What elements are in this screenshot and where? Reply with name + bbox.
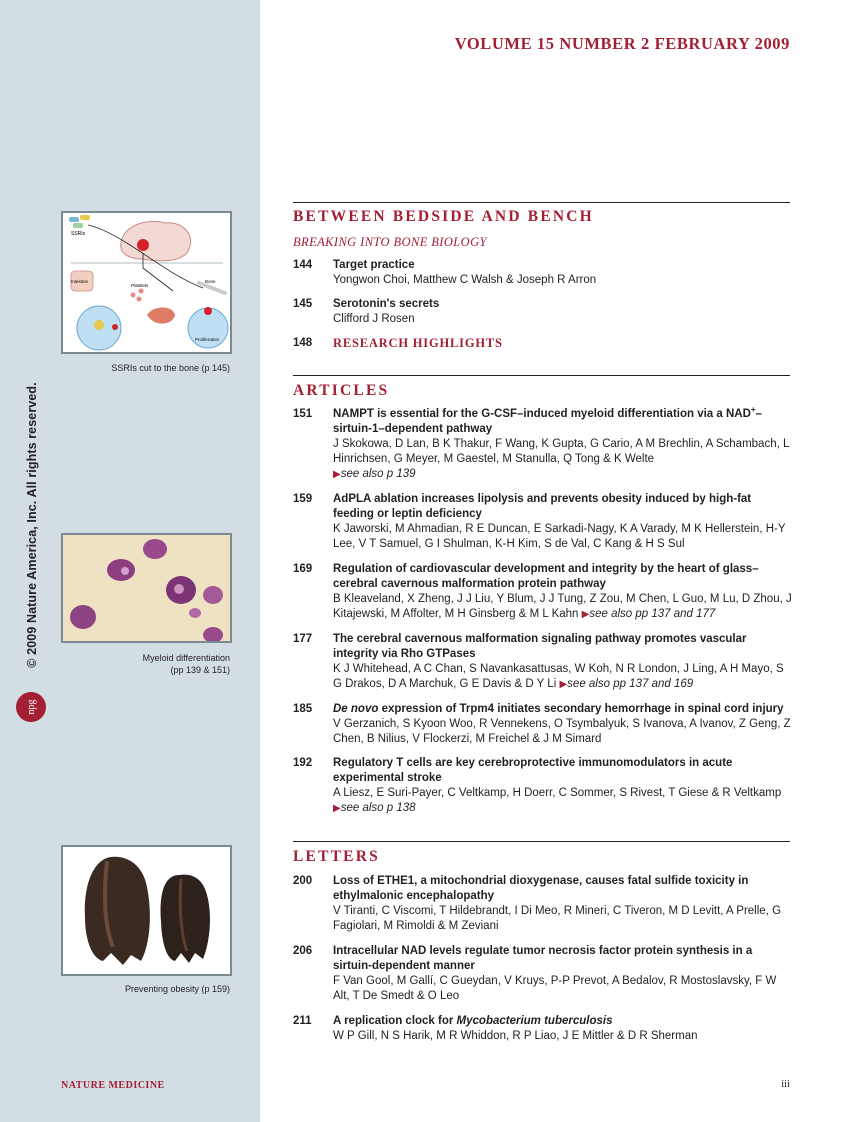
npg-logo-icon (14, 690, 48, 724)
page-number: 159 (293, 493, 313, 505)
page-number: 211 (293, 1015, 312, 1027)
entry-title: Target practice (333, 259, 415, 271)
entry-authors: V Gerzanich, S Kyoon Woo, R Vennekens, O Tsymbalyuk, S Ivanova, A Ivanov, Z Geng, Z Chen, B Nilius, V Flockerzi, M Freichel & J M Simard (333, 718, 791, 745)
entry-authors: Yongwon Choi, Matthew C Walsh & Joseph R Arron (333, 274, 597, 286)
svg-text:SSRIs: SSRIs (71, 231, 86, 237)
toc-entry-144[interactable] (293, 258, 793, 288)
entry-title: AdPLA ablation increases lipolysis and prevents obesity induced by high-fat feeding or leptin deficiency (333, 493, 752, 520)
toc-entry-211[interactable] (293, 1014, 793, 1044)
page-number-footer: iii (781, 1079, 790, 1090)
subsection-bone-biology: BREAKING INTO BONE BIOLOGY (293, 235, 487, 249)
entry-authors: K J Whitehead, A C Chan, S Navankasattusas, W Koh, N R London, J Ling, A H Mayo, S G Drakos, D A Marchuk, G E Davis & D Y Li ▶see also pp 137 and 169 (333, 663, 784, 690)
figure-ssri-diagram (61, 211, 232, 354)
entry-authors: F Van Gool, M Gallí, C Gueydan, V Kruys, P-P Prevot, A Bedalov, R Mostoslavsky, F W Alt, T De Smedt & O Leo (333, 975, 777, 1002)
toc-entry-206[interactable] (293, 944, 793, 1004)
entry-title: Loss of ETHE1, a mitochondrial dioxygenase, causes fatal sulfide toxicity in ethylmalonic encephalopathy (333, 875, 749, 902)
see-also-link[interactable]: ▶see also pp 137 and 169 (559, 678, 694, 690)
entry-authors: J Skokowa, D Lan, B K Thakur, F Wang, K Gupta, G Cario, A M Brechlin, A Schambach, L Hinrichsen, G Meyer, M Gaestel, M Stanulla, Q Tong & K Welte (333, 438, 789, 465)
volume-issue-line: VOLUME 15 NUMBER 2 FEBRUARY 2009 (454, 34, 790, 53)
section-title-letters: LETTERS (293, 848, 380, 865)
entry-authors: B Kleaveland, X Zheng, J J Liu, Y Blum, J J Tung, Z Zou, M Chen, L Guo, M Lu, D Zhou, J Kitajewski, M Affolter, M H Ginsberg & M L Kahn ▶see also pp 137 and 177 (333, 593, 792, 620)
see-also-link[interactable]: ▶see also p 138 (333, 802, 416, 814)
entry-authors: V Tiranti, C Viscomi, T Hildebrandt, I Di Meo, R Mineri, C Tiveron, M D Levitt, A Prelle, G Fagiolari, M Rimoldi & M Zeviani (333, 905, 782, 932)
figure-myeloid-micrograph (61, 533, 232, 643)
page-number: 151 (293, 408, 313, 420)
toc-entry-192[interactable] (293, 756, 793, 816)
svg-text:Proliferation: Proliferation (195, 337, 220, 342)
section-rule-bedside (293, 202, 790, 203)
toc-entry-148[interactable] (293, 336, 793, 352)
figure-caption-ssri: SSRIs cut to the bone (p 145) (111, 363, 230, 373)
journal-name-footer: NATURE MEDICINE (61, 1080, 165, 1091)
figure-caption-myeloid: Myeloid differentiation (pp 139 & 151) (142, 653, 230, 675)
svg-text:Bone: Bone (205, 279, 216, 284)
section-rule-letters (293, 841, 790, 842)
page-number: 177 (293, 633, 313, 645)
entry-title: Regulation of cardiovascular development and integrity by the heart of glass–cerebral cavernous malformation protein pathway (333, 563, 759, 590)
svg-text:npg: npg (26, 699, 37, 715)
page-number: 185 (293, 703, 313, 715)
svg-text:Intestine: Intestine (71, 279, 89, 284)
entry-title: Intracellular NAD levels regulate tumor necrosis factor protein synthesis in a sirtuin-dependent manner (333, 945, 753, 972)
triangle-arrow-icon: ▶ (559, 679, 568, 690)
section-title-articles: ARTICLES (293, 382, 390, 399)
entry-title: The cerebral cavernous malformation signaling pathway promotes vascular integrity via Rho GTPases (333, 633, 747, 660)
page-number: 200 (293, 875, 313, 887)
entry-authors: A Liesz, E Suri-Payer, C Veltkamp, H Doerr, C Sommer, S Rivest, T Giese & R Veltkamp ▶see also p 138 (333, 787, 782, 814)
page-number: 145 (293, 298, 313, 310)
page-number: 144 (293, 259, 313, 271)
toc-entry-177[interactable] (293, 632, 793, 692)
entry-authors: Clifford J Rosen (333, 313, 415, 325)
page-number: 148 (293, 337, 313, 349)
toc-entry-200[interactable] (293, 874, 793, 934)
toc-entry-169[interactable] (293, 562, 793, 622)
page-number: 206 (293, 945, 313, 957)
triangle-arrow-icon: ▶ (333, 469, 341, 480)
toc-entry-145[interactable] (293, 297, 793, 327)
section-title-bedside: BETWEEN BEDSIDE AND BENCH (293, 208, 594, 225)
page-number: 169 (293, 563, 313, 575)
entry-title: A replication clock for Mycobacterium tuberculosis (333, 1015, 613, 1027)
entry-title: Serotonin's secrets (333, 298, 440, 310)
entry-title: De novo expression of Trpm4 initiates secondary hemorrhage in spinal cord injury (333, 703, 784, 715)
entry-title: NAMPT is essential for the G-CSF–induced myeloid differentiation via a NAD+–sirtuin-1–dependent pathway (333, 405, 762, 435)
toc-entry-159[interactable] (293, 492, 793, 552)
page-number: 192 (293, 757, 313, 769)
triangle-arrow-icon: ▶ (333, 803, 341, 814)
entry-authors: K Jaworski, M Ahmadian, R E Duncan, E Sarkadi-Nagy, K A Varady, M K Hellerstein, H-Y Lee, V T Samuel, G I Shulman, K-H Kim, S de Val, C Kang & H S Sul (333, 523, 786, 550)
toc-entry-151[interactable] (293, 407, 793, 482)
section-rule-articles (293, 375, 790, 376)
figure-obesity-mice (61, 845, 232, 976)
entry-authors: W P Gill, N S Harik, M R Whiddon, R P Liao, J E Mittler & D R Sherman (333, 1030, 698, 1042)
see-also-link[interactable]: ▶see also pp 137 and 177 (581, 608, 716, 620)
sidebar: © 2009 Nature America, Inc. All rights reserved. npg SSRIs Intestine Platelets Bone Proliferation SSRIs cut to the bone (p 145) Myeloid differentiation (pp 139 & 151) Preventing obesity (p 159) (0, 0, 260, 1122)
see-also-link[interactable]: ▶see also p 139 (333, 468, 416, 480)
toc-entry-185[interactable] (293, 702, 793, 747)
triangle-arrow-icon: ▶ (581, 609, 590, 620)
figure-caption-obesity: Preventing obesity (p 159) (124, 984, 230, 994)
research-highlights-title: RESEARCH HIGHLIGHTS (333, 336, 503, 350)
entry-title: Regulatory T cells are key cerebroprotective immunomodulators in acute experimental stroke (333, 757, 733, 784)
svg-text:Platelets: Platelets (131, 283, 149, 288)
